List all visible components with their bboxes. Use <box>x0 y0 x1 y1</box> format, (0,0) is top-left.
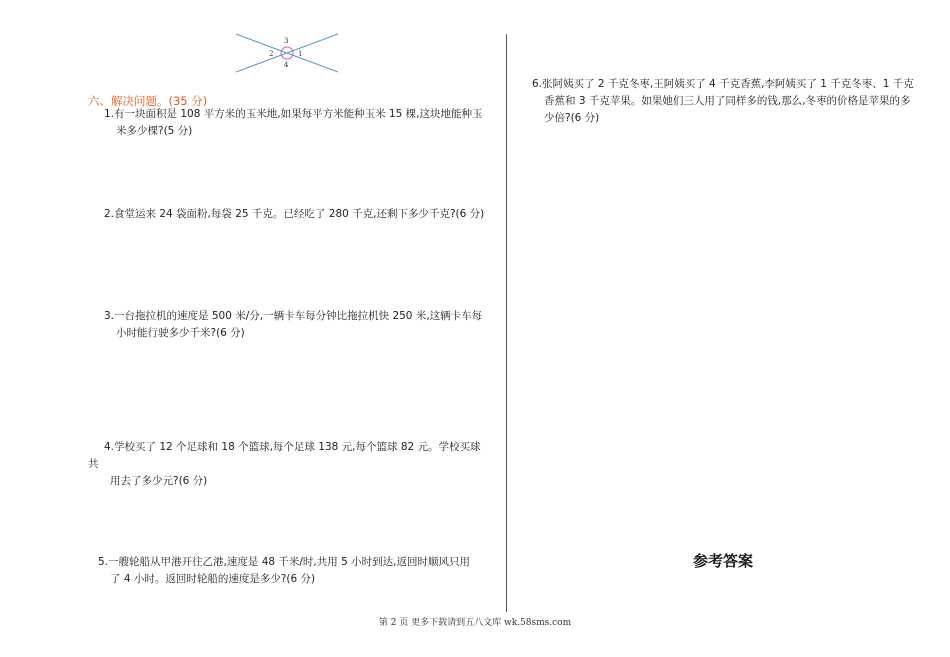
answers-heading: 参考答案 <box>693 552 754 570</box>
question-6-line-1: 6.张阿姨买了 2 千克冬枣,王阿姨买了 4 千克香蕉,李阿姨买了 1 千克冬枣、1 千克 <box>532 78 914 90</box>
question-3 <box>104 308 482 342</box>
question-1 <box>104 106 482 140</box>
question-3-line-1: 3.一台拖拉机的速度是 500 米/分,一辆卡车每分钟比拖拉机快 250 米,这辆卡车每 <box>104 310 483 322</box>
figure-label-4: 4 <box>284 61 289 69</box>
section-title: 六、解决问题。(35 分) <box>88 94 208 108</box>
question-6-line-2: 香蕉和 3 千克苹果。如果她们三人用了同样多的钱,那么,冬枣的价格是苹果的多 <box>544 95 911 107</box>
angle-figure <box>232 32 344 76</box>
question-4 <box>88 439 481 490</box>
figure-label-2: 2 <box>269 50 274 58</box>
question-5 <box>98 554 470 588</box>
page-footer: 第 2 页 更多下载请到五八文库 wk.58sms.com <box>378 618 572 628</box>
figure-label-3: 3 <box>284 37 289 45</box>
question-3-line-2: 小时能行驶多少千米?(6 分) <box>116 327 245 339</box>
question-1-line-1: 1.有一块面积是 108 平方米的玉米地,如果每平方米能种玉米 15 棵,这块地能种玉 <box>104 108 483 120</box>
question-2-line-1: 2.食堂运来 24 袋面粉,每袋 25 千克。已经吃了 280 千克,还剩下多少千克?(6 分) <box>104 208 485 220</box>
question-2 <box>104 206 484 223</box>
question-4-line-1: 4.学校买了 12 个足球和 18 个篮球,每个足球 138 元,每个篮球 82 元。学校买球 <box>104 441 481 453</box>
column-divider <box>506 34 507 612</box>
figure-label-1: 1 <box>298 50 303 58</box>
question-5-line-1: 5.一艘轮船从甲港开往乙港,速度是 48 千米/时,共用 5 小时到达,返回时顺风只用 <box>98 556 470 568</box>
question-6 <box>532 76 914 127</box>
question-6-line-3: 少倍?(6 分) <box>544 112 600 124</box>
question-4-line-2: 用去了多少元?(6 分) <box>110 475 208 487</box>
question-1-line-2: 米多少棵?(5 分) <box>116 125 193 137</box>
question-4-line-1b: 共 <box>88 458 99 470</box>
question-5-line-2: 了 4 小时。返回时轮船的速度是多少?(6 分) <box>110 573 316 585</box>
